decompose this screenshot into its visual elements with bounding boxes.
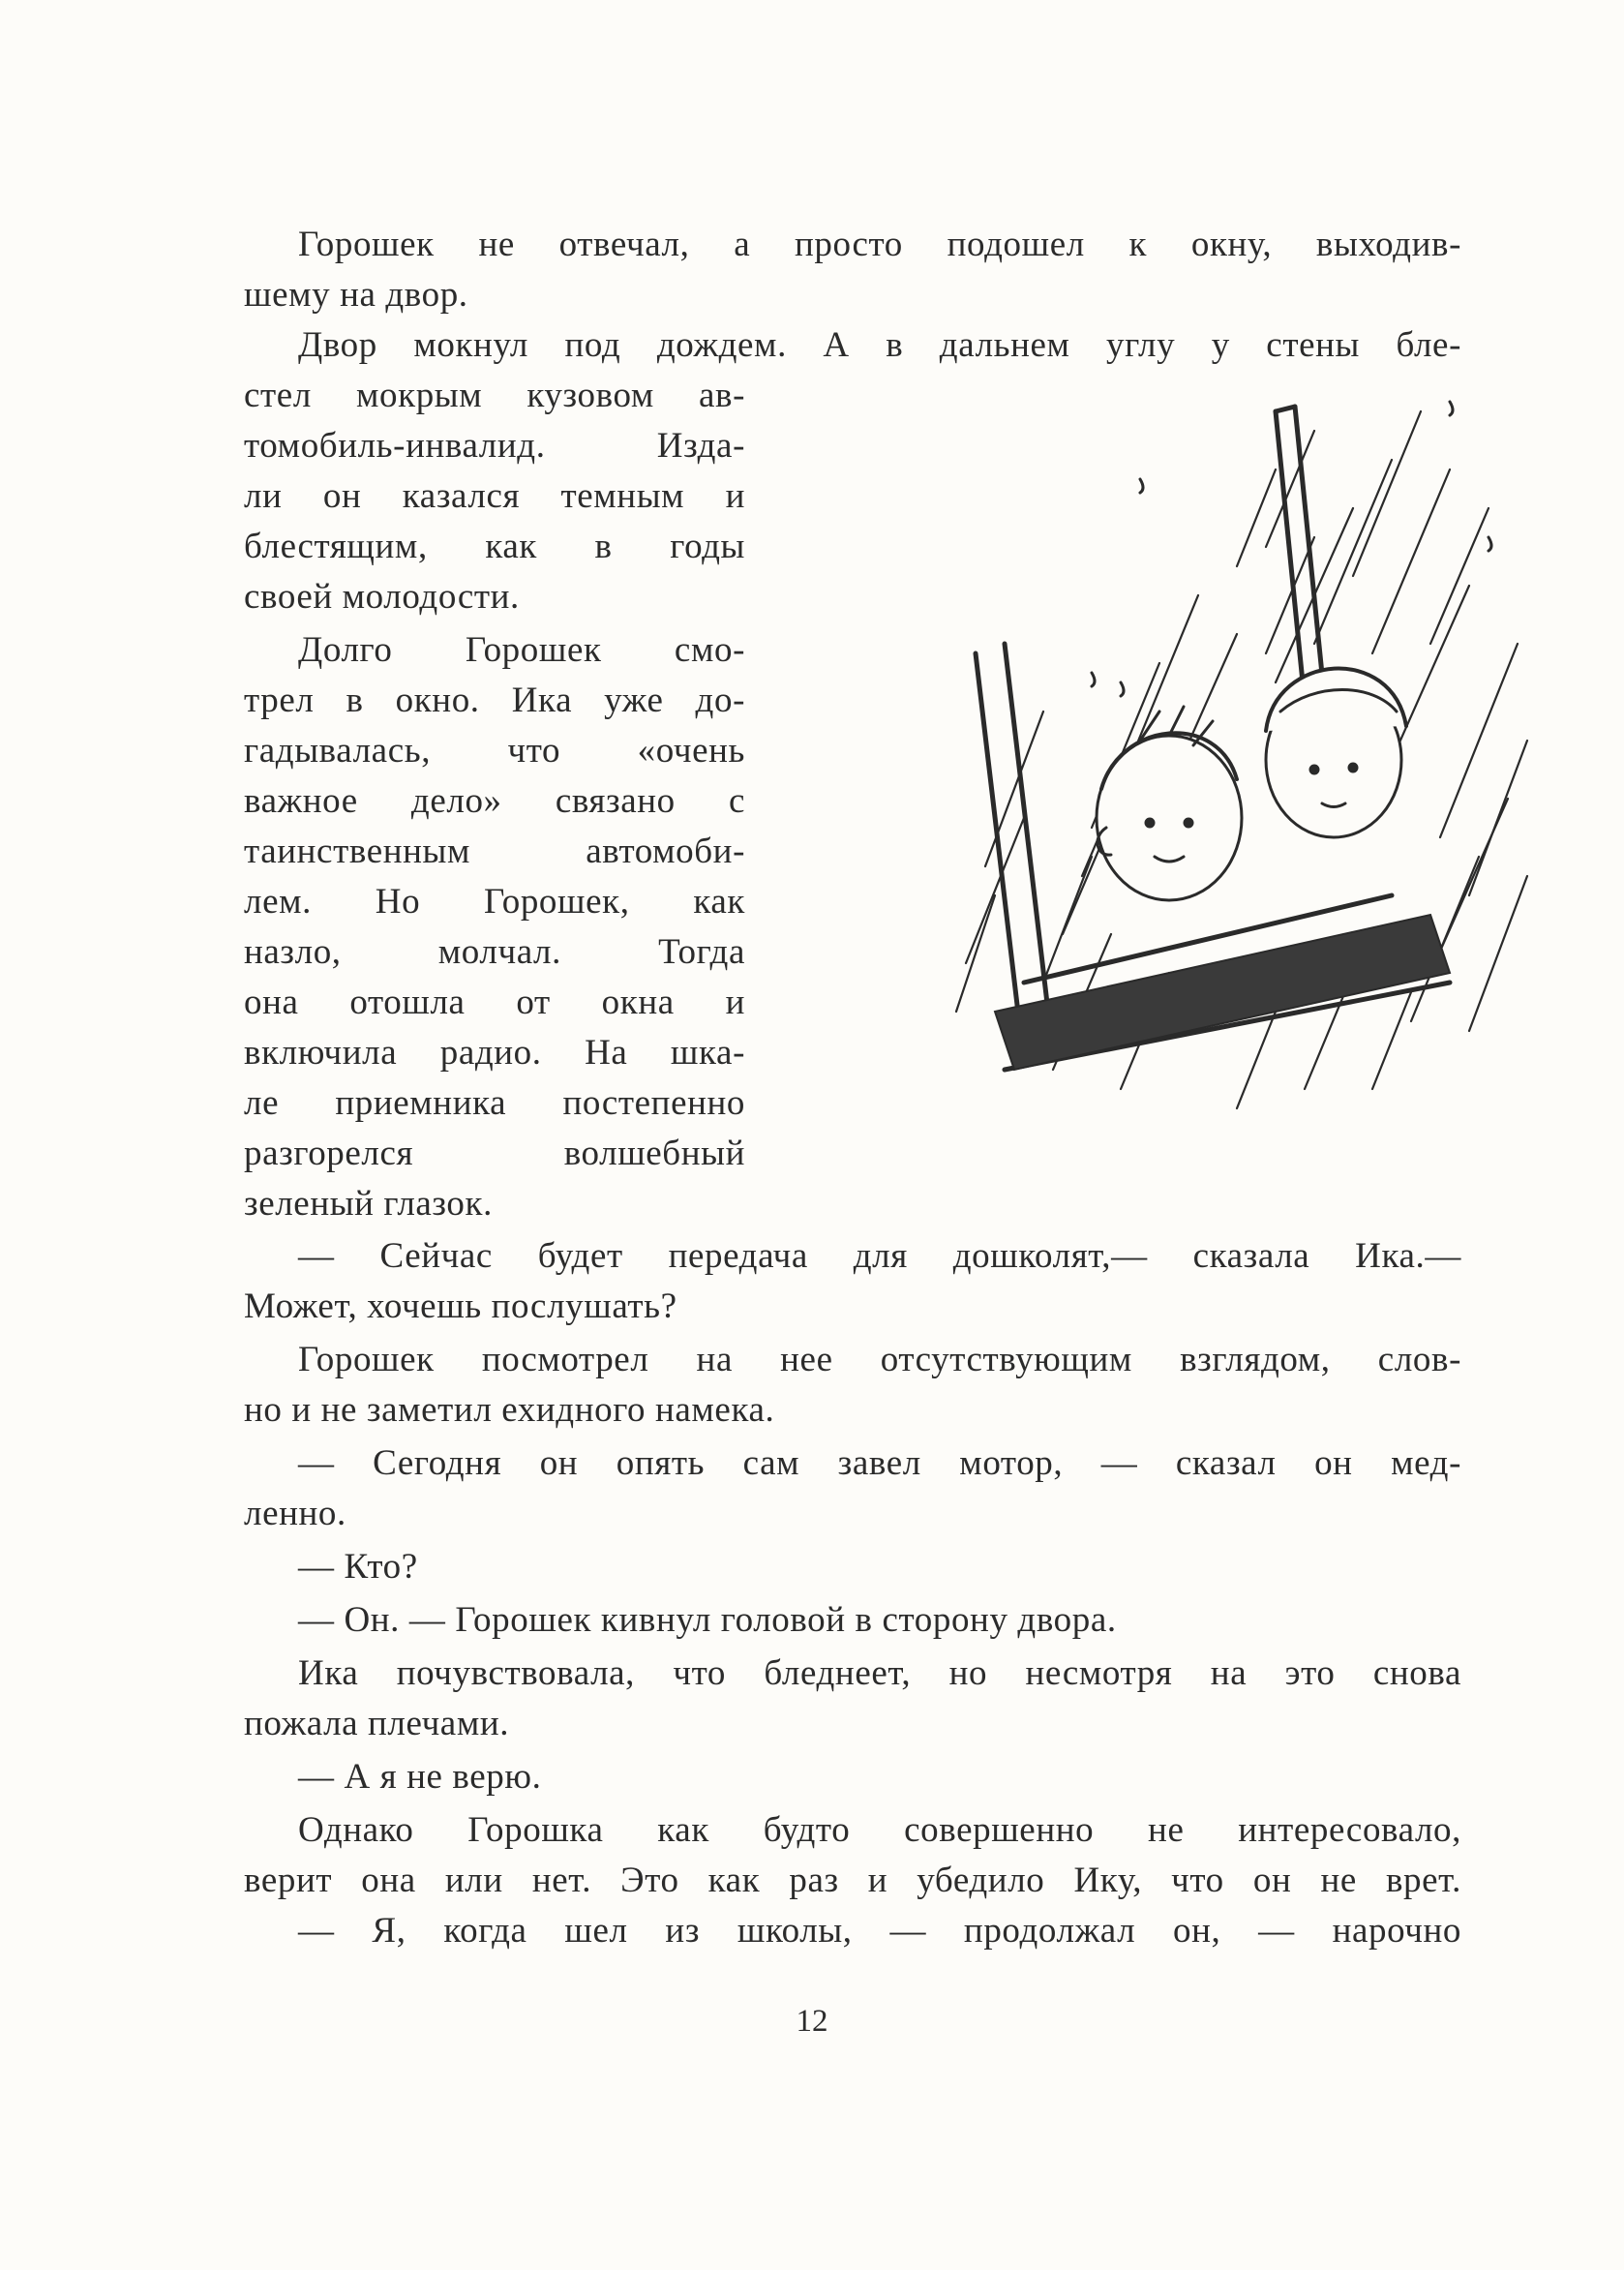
text-line: Может, хочешь послушать? bbox=[244, 1286, 677, 1326]
text-line: — Сегодня он опять сам завел мотор, — сказал он мед- bbox=[298, 1443, 1461, 1483]
text-line: зеленый глазок. bbox=[244, 1184, 493, 1224]
text-line: разгорелся волшебный bbox=[244, 1134, 745, 1173]
text-line: Долго Горошек смо- bbox=[298, 630, 745, 670]
text-line: — Я, когда шел из школы, — продолжал он, — нарочно bbox=[298, 1911, 1461, 1951]
text-line: ли он казался темным и bbox=[244, 476, 745, 516]
text-line: трел в окно. Ика уже до- bbox=[244, 681, 745, 720]
text-line: Однако Горошка как будто совершенно не интересовало, bbox=[298, 1810, 1461, 1850]
text-line: — Сейчас будет передача для дошколят,— сказала Ика.— bbox=[298, 1236, 1461, 1276]
text-line: ленно. bbox=[244, 1494, 346, 1533]
text-line: пожала плечами. bbox=[244, 1704, 510, 1743]
text-line: Горошек посмотрел на нее отсутствующим взглядом, слов- bbox=[298, 1340, 1461, 1379]
text-line: ле приемника постепенно bbox=[244, 1083, 745, 1123]
text-line: но и не заметил ехидного намека. bbox=[244, 1390, 775, 1430]
text-line: Ика почувствовала, что бледнеет, но несмотря на это снова bbox=[298, 1653, 1461, 1693]
text-line: она отошла от окна и bbox=[244, 983, 745, 1022]
text-line: блестящим, как в годы bbox=[244, 527, 745, 566]
illustration-children-at-window bbox=[850, 392, 1547, 1157]
text-line: Двор мокнул под дождем. А в дальнем углу у стены бле- bbox=[298, 325, 1461, 365]
text-line: томобиль-инвалид. Изда- bbox=[244, 426, 745, 466]
text-line: стел мокрым кузовом ав- bbox=[244, 376, 745, 415]
text-line: гадывалась, что «очень bbox=[244, 731, 745, 771]
text-line: лем. Но Горошек, как bbox=[244, 882, 745, 922]
text-line: шему на двор. bbox=[244, 275, 468, 315]
page-number: 12 bbox=[796, 2004, 828, 2039]
text-line: важное дело» связано с bbox=[244, 781, 745, 821]
text-line: — Кто? bbox=[298, 1547, 418, 1587]
text-line: — А я не верю. bbox=[298, 1757, 542, 1797]
text-line: — Он. — Горошек кивнул головой в сторону двора. bbox=[298, 1600, 1117, 1640]
text-line: своей молодости. bbox=[244, 577, 520, 617]
text-line: назло, молчал. Тогда bbox=[244, 932, 745, 972]
text-line: включила радио. На шка- bbox=[244, 1033, 745, 1073]
text-line: Горошек не отвечал, а просто подошел к окну, выходив- bbox=[298, 225, 1461, 264]
text-line: таинственным автомоби- bbox=[244, 832, 745, 871]
text-line: верит она или нет. Это как раз и убедило Ику, что он не врет. bbox=[244, 1861, 1461, 1900]
